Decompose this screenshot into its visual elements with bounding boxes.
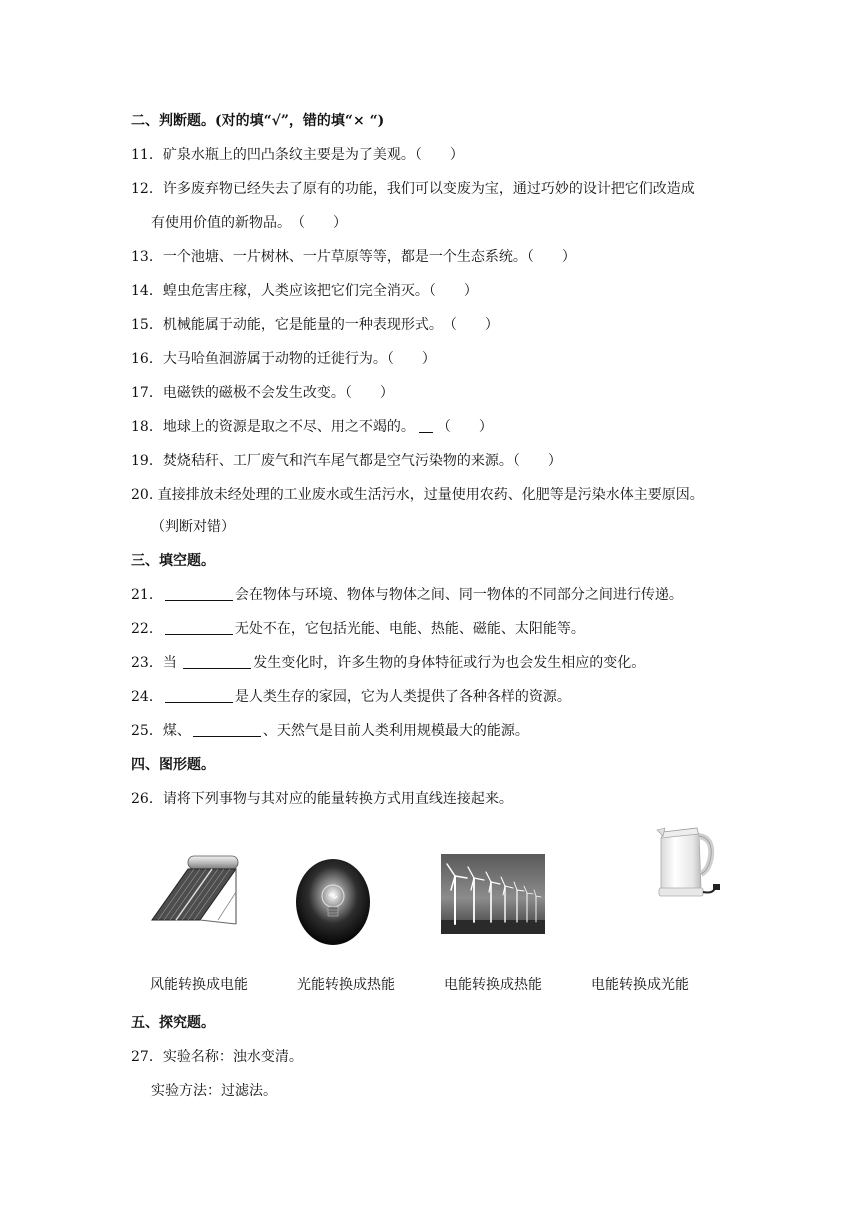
section-judge-title: 二、判断题。(对的填“√”，错的填“× “) (131, 113, 385, 129)
question-12: 12．许多废弃物已经失去了原有的功能，我们可以变废为宝，通过巧妙的设计把它们改造成 (131, 181, 695, 197)
section-fill-title: 三、填空题。 (131, 553, 215, 569)
answer-blank[interactable] (193, 722, 261, 737)
light-bulb-icon (295, 858, 371, 946)
question-11: 11．矿泉水瓶上的凹凸条纹主要是为了美观。（ ） (131, 147, 464, 163)
question-18-text: 18．地球上的资源是取之不尽、用之不竭的。 (131, 419, 415, 435)
caption-wind-to-electric: 风能转换成电能 (150, 977, 248, 993)
caption-electric-to-heat: 电能转换成热能 (444, 977, 542, 993)
question-20: 20. 直接排放未经处理的工业废水或生活污水，过量使用农药、化肥等是污染水体主要原因。 (131, 487, 704, 503)
question-18-paren: （ ） (436, 419, 493, 435)
experiment-method: 实验方法：过滤法。 (151, 1083, 277, 1099)
answer-blank[interactable] (419, 418, 433, 433)
question-21 (131, 585, 683, 605)
question-24-text: 是人类生存的家园，它为人类提供了各种各样的资源。 (234, 689, 571, 705)
question-13: 13．一个池塘、一片树林、一片草原等等，都是一个生态系统。（ ） (131, 249, 576, 265)
question-16: 16．大马哈鱼洄游属于动物的迁徙行为。（ ） (131, 351, 436, 367)
question-25 (131, 721, 529, 741)
question-20-cont: （判断对错） (151, 519, 235, 535)
question-22-num: 22． (131, 621, 163, 637)
wind-turbines-icon (441, 854, 545, 934)
answer-blank[interactable] (165, 586, 233, 601)
question-26: 26．请将下列事物与其对应的能量转换方式用直线连接起来。 (131, 791, 513, 807)
question-22-text: 无处不在，它包括光能、电能、热能、磁能、太阳能等。 (234, 621, 585, 637)
question-25-text: 、天然气是目前人类利用规模最大的能源。 (262, 723, 529, 739)
question-17: 17．电磁铁的磁极不会发生改变。（ ） (131, 385, 394, 401)
solar-water-heater-icon (148, 852, 240, 928)
question-14: 14．蝗虫危害庄稼，人类应该把它们完全消灭。（ ） (131, 283, 478, 299)
question-27: 27．实验名称：浊水变清。 (131, 1049, 303, 1065)
answer-blank[interactable] (165, 688, 233, 703)
question-18 (131, 417, 493, 437)
question-23-text: 发生变化时，许多生物的身体特征或行为也会发生相应的变化。 (253, 655, 646, 671)
question-25-num: 25．煤、 (131, 723, 191, 739)
answer-blank[interactable] (183, 654, 251, 669)
question-21-text: 会在物体与环境、物体与物体之间、同一物体的不同部分之间进行传递。 (234, 587, 683, 603)
question-19: 19．焚烧秸秆、工厂废气和汽车尾气都是空气污染物的来源。（ ） (131, 453, 562, 469)
electric-kettle-icon (651, 822, 727, 902)
question-12-cont: 有使用价值的新物品。 （ ） (151, 215, 347, 231)
question-23 (131, 653, 645, 673)
caption-light-to-heat: 光能转换成热能 (297, 977, 395, 993)
section-figure-title: 四、图形题。 (131, 757, 215, 773)
question-22 (131, 619, 585, 639)
question-24 (131, 687, 571, 707)
question-21-num: 21． (131, 587, 163, 603)
section-explore-title: 五、探究题。 (131, 1015, 215, 1031)
answer-blank[interactable] (165, 620, 233, 635)
question-15: 15．机械能属于动能，它是能量的一种表现形式。 （ ） (131, 317, 499, 333)
question-23-num: 23．当 (131, 655, 182, 671)
caption-electric-to-light: 电能转换成光能 (591, 977, 689, 993)
question-24-num: 24． (131, 689, 163, 705)
